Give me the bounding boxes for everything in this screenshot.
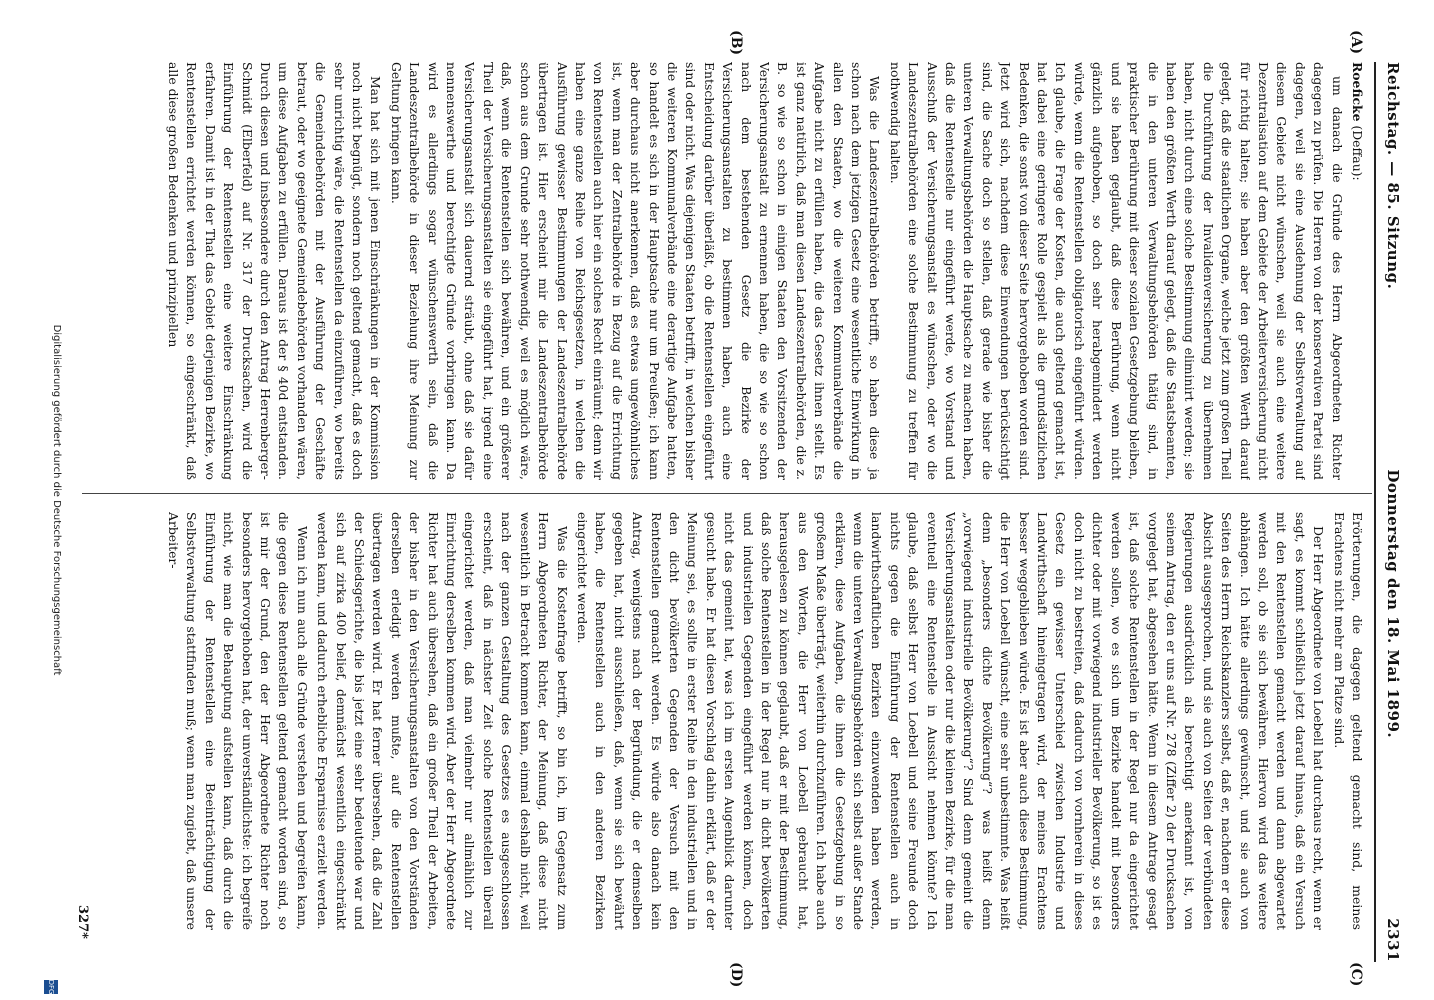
paragraph: Was die Landeszentralbehörden betrifft, so haben diese ja schon nach dem jetzigen Gesetz eine wesentliche Einwirkung in allen den Staaten, wo die weiteren Kommunalverbände die Aufgabe nicht zu erfüllen haben, die das Gesetz ihnen stellt. Es ist ganz natürlich, daß man diesen Landeszentralbehörden, die z. B. so wie so schon in einigen Staaten den Vorsitzenden der Versicherungsanstalt zu ernennen haben, die so wie so schon nach dem bestehenden Gesetz die Bezirke der Versicherungsanstalten zu bestimmen haben, auch eine Entscheidung darüber überläßt, ob die Rentenstellen eingeführt sind oder nicht. Was diejenigen Staaten betrifft, in welchen bisher die weiteren Kommunalverbände eine derartige Aufgabe hatten, so handelt es sich in der Hauptsache nur um Preußen; ich kann aber durchaus nicht anerkennen, daß es etwas ungewöhnliches ist, wenn man der Zentralbehörde in Bezug auf die Errichtung von Rentenstellen auch hier ein solches Recht einräumt; denn wir haben eine ganze Reihe von Reichsgesetzen, in welchen die Ausführung gewisser Bestimmungen der Landeszentralbehörde übertragen ist. Hier erscheint mir die Landeszentralbehörde schon aus dem Grunde sehr nothwendig, weil es möglich wäre, daß, wenn die Rentenstellen sich bewähren, und ein größerer Theil der Versicherungsanstalten sie eingeführt hat, irgend eine Versicherungsanstalt sich dauernd sträubt, ohne daß sie dafür nennenswerthe und berechtigte Gründe vorbringen kann. Da wird es allerdings sogar wünschenswerth sein, daß die Landeszentralbehörde in dieser Beziehung ihre Meinung zur Geltung bringen kann. xyxy=(388,62,883,480)
paragraph: Wenn ich nun auch alle Gründe verstehen und begreifen kann, die gegen diese Rentenstellen geltend gemacht worden sind, so ist mir der Grund, den der Herr Abgeordnete Richter noch besonders hervorgehoben hat, der unverständlichste: ich begreife nicht, wie man die Behauptung aufstellen kann, daß durch die Einführung der Rentenstellen eine Beeinträchtigung der Selbstverwaltung stattfinden muß; wenn man zugiebt, daß unsere Arbeiter- xyxy=(166,512,310,930)
printer-signature: 327* xyxy=(75,905,90,939)
digitization-note xyxy=(51,0,62,1000)
paragraph: Der Herr Abgeordnete von Loebell hat durchaus recht, wenn er sagt, es kommt schließlich jetzt darauf hinaus, daß ein Versuch mit den Rentenstellen gemacht werden und dann abgewartet werden soll, ob sie sich bewähren. Hiervon wird das weitere abhängen. Ich hätte allerdings gewünscht, und sie auch von Seiten des Herrn Reichskanzlers selbst, daß er, nachdem er diese Absicht ausgesprochen, und sie auch von Seiten der verbündeten Regierungen ausdrücklich als berechtigt anerkannt ist, von seinem Antrag, den er uns auf Nr. 278 (Ziffer 2) der Drucksachen vorgelegt hat, abgesehen hätte. Wenn in diesem Antrage gesagt ist, daß solche Rentenstellen in der Regel nur da eingerichtet werden sollen, wo es sich um Bezirke handelt mit besonders dichter oder mit vorwiegend industrieller Bevölkerung, so ist es doch nicht zu bestreiten, daß dadurch von vornherein in dieses Gesetz ein gewisser Unterschied zwischen Industrie und Landwirthschaft hineingetragen wird, der meines Erachtens besser weggeblieben würde. Es ist aber auch diese Bestimmung, die Herr von Loebell wünscht, eine sehr unbestimmte. Was heißt denn „besonders dichte Bevölkerung“? was heißt denn „vorwiegend industrielle Bevölkerung“? Sind denn gemeint die Versicherungsanstalten oder nur die kleinen Bezirke, für die man eventuell eine Rentenstelle in Aussicht nehmen könnte? Ich glaube, daß selbst Herr von Loebell und seine Freunde doch nichts gegen die Einführung der Rentenstellen auch in landwirthschaftlichen Bezirken einzuwenden haben werden, wenn die unteren Verwaltungsbehörden sich selbst außer Stande erklären, diese Aufgaben, die ihnen die Gesetzgebung in so großem Maße überträgt, weiterhin durchzuführen. Ich habe auch aus den Worten, die Herr von Loebell gebraucht hat, herausgelesen zu können geglaubt, daß er mit der Bestimmung, daß solche Rentenstellen in der Regel nur in dicht bevölkerten und industriellen Gegenden eingeführt werden können, doch nicht das gemeint hat, was ich im ersten Augenblick darunter gesucht habe. Er hat diesen Vorschlag dahin erklärt, daß er der Meinung sei, es sollte in erster Reihe in den industriellen und in den dicht bevölkerten Gegenden der Versuch mit den Rentenstellen gemacht werden. Es würde also danach kein Antrag, wenigstens nach der Begründung, die er demselben gegeben hat, nicht ausschließen, daß, wenn sie sich bewährt haben, die Rentenstellen auch in den anderen Bezirken eingerichtet werden. xyxy=(574,512,1327,930)
paragraph: Erörterungen, die dagegen geltend gemacht sind, meines Erachtens nicht mehr am Platze sind. xyxy=(1331,512,1365,930)
column-rule xyxy=(82,493,1372,494)
running-head xyxy=(1380,62,1406,962)
left-column xyxy=(94,62,1366,480)
speaker-line xyxy=(1348,62,1366,480)
speaker-suffix: (Deffau): xyxy=(1350,121,1365,181)
page-number: 2331 xyxy=(1384,918,1402,962)
dfg-logo-icon: DFG xyxy=(44,980,58,994)
margin-mark-c: (C) xyxy=(1348,962,1364,987)
right-column xyxy=(94,512,1366,930)
speaker-name: Roeficke xyxy=(1350,62,1365,122)
digitization-text: Digitalisierung gefördert durch die Deutsche Forschungsgemeinschaft xyxy=(51,324,62,676)
margin-mark-d: (D) xyxy=(728,962,744,988)
paragraph: Man hat sich mit jenen Einschränkungen in der Kommission noch nicht begnügt, sondern noch geltend gemacht, daß es doch sehr unrichtig wäre, die Rentenstellen da einzuführen, wo bereits die Gemeindebehörden mit der Ausführung der Geschäfte betraut, oder wo geeignete Gemeindebehörden vorhanden wären, um diese Aufgaben zu erfüllen. Daraus ist der § 40d entstanden. Durch diesen und insbesondere durch den Antrag Herrenberger-Schmidt (Elberfeld) auf Nr. 317 der Drucksachen, wird die Einführung der Rentenstellen eine weitere Einschränkung erfahren. Damit ist in der That das Gebiet derjenigen Bezirke, wo Rentenstellen errichtet werden können, so eingeschränkt, daß alle diese großen Bedenken und prinzipiellen xyxy=(166,62,384,480)
header-center: Donnerstag den 18. Mai 1899. xyxy=(1384,469,1402,739)
paragraph: Was die Kostenfrage betrifft, so bin ich, im Gegensatz zum Herrn Abgeordneten Richter, der Meinung, daß diese nicht wesentlich in Betracht kommen kann, einmal deshalb nicht, weil nach der ganzen Gestaltung des Gesetzes es ausgeschlossen erscheint, daß in nächster Zeit solche Rentenstellen überall eingerichtet werden, daß man vielmehr nur allmählich zur Einrichtung derselben kommen wird. Aber der Herr Abgeordnete Richter hat auch übersehen, daß ein großer Theil der Arbeiten, der bisher in den Versicherungsanstalten von den Vorständen derselben erledigt werden mußte, auf die Rentenstellen übertragen werden wird. Er hat ferner übersehen, daß die Zahl der Schiedsgerichte, die bis jetzt eine sehr bedeutende war und sich auf zirka 400 belief, demnächst wesentlich eingeschränkt werden kann, und dadurch erhebliche Ersparnisse erzielt werden. xyxy=(315,512,570,930)
margin-mark-b: (B) xyxy=(728,30,744,56)
header-rule xyxy=(1374,62,1376,962)
header-left: Reichstag. — 85. Sitzung. xyxy=(1384,62,1402,290)
page-frame xyxy=(47,0,1434,1000)
paragraph: um danach die Gründe des Herrn Abgeordneten Richter dagegen zu prüfen. Die Herren von der konservativen Partei sind dagegen, weil sie eine Ausdehnung der Selbstverwaltung auf diesem Gebiete nicht wünschen, weil sie auch eine weitere Dezentralisation auf dem Gebiete der Arbeiterversicherung nicht für richtig halten; sie haben aber den größten Werth darauf gelegt, daß die staatlichen Organe, welche jetzt zum großen Theil die Durchführung der Invalidenversicherung zu übernehmen haben, nicht durch eine solche Bestimmung eliminirt werden; sie haben den größten Werth darauf gelegt, daß die Staatsbeamten, die in den unteren Verwaltungsbehörden thätig sind, in praktischer Berührung mit dieser sozialen Gesetzgebung bleiben, und sie haben geglaubt, daß diese Berührung, wenn nicht gänzlich aufgehoben, so doch sehr herabgemindert werden würde, wenn die Rentenstellen obligatorisch eingeführt würden. Ich glaube, die Frage der Kosten, die auch geltend gemacht ist, hat dabei eine geringere Rolle gespielt als die grundsätzlichen Bedenken, die sonst von dieser Seite hervorgehoben worden sind. Jetzt wird sich, nachdem diese Einwendungen berücksichtigt sind, die Sache doch so stellen, daß gerade wie bisher die unteren Verwaltungsbehörden die Hauptsache zu machen haben, daß die Rentenstelle nur eingeführt werde, wo Vorstand und Ausschuß der Versicherungsanstalt es wünschen, oder wo die Landeszentralbehörden eine solche Bestimmung zu treffen für nothwendig halten. xyxy=(887,62,1345,480)
margin-mark-a: (A) xyxy=(1348,30,1364,55)
